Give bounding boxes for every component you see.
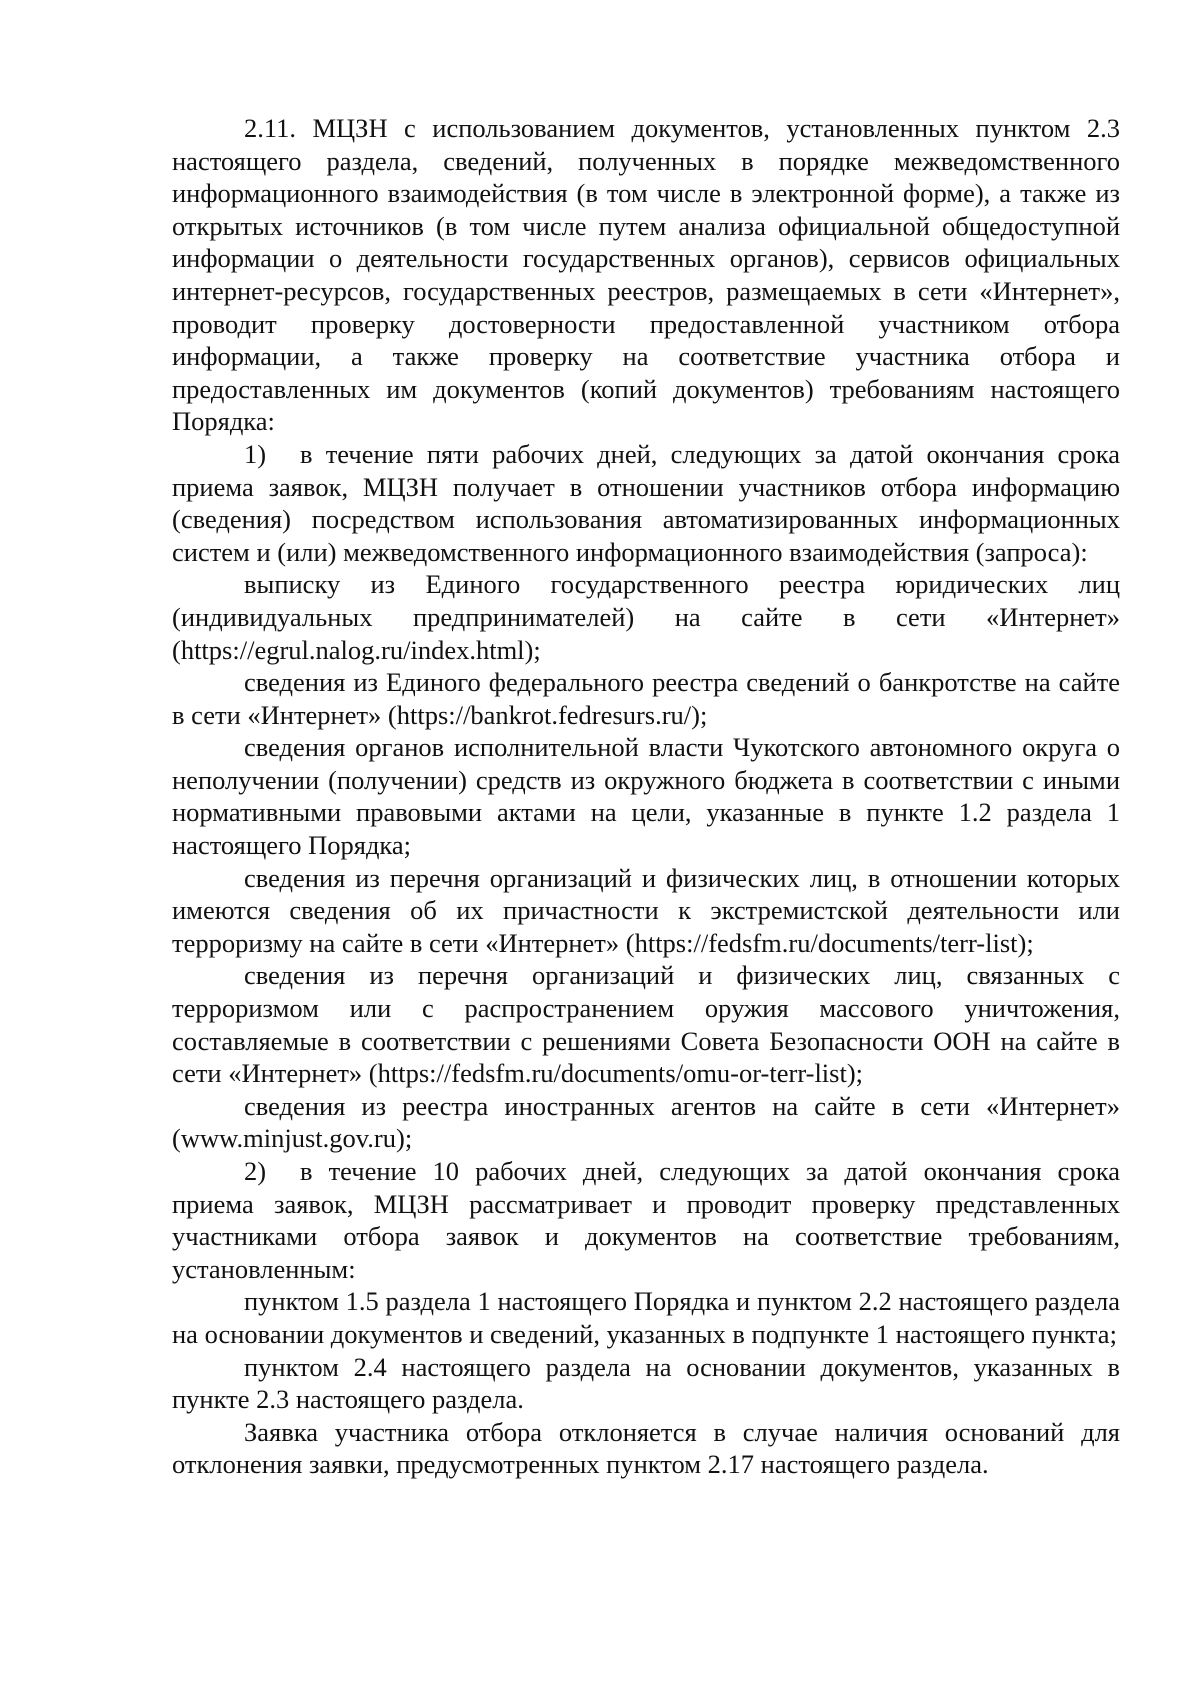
list-marker: 1) — [244, 438, 267, 469]
paragraph-foreign-agents: сведения из реестра иностранных агентов на сайте в сети «Интернет» (www.minjust.gov.ru); — [172, 1090, 1120, 1154]
list-item-text: в течение 10 рабочих дней, следующих за датой окончания срока приема заявок, МЦЗН рассматривает и проводит проверку представленных участниками отбора заявок и документов на соответствие требованиям, установленным: — [172, 1156, 1120, 1284]
list-marker: 2) — [244, 1156, 267, 1186]
paragraph-bankrot: сведения из Единого федерального реестра сведений о банкротстве на сайте в сети «Интернет» (https://bankrot.fedresurs.ru/); — [172, 667, 1120, 730]
list-item-2 — [172, 1155, 1120, 1285]
paragraph-omu-list: сведения из перечня организаций и физических лиц, связанных с терроризмом или с распространением оружия массового уничтожения, составляемые в соответствии с решениями Совета Безопасности ООН на сайте в сети «Интернет» (https://fedsfm.ru/documents/omu-or-terr-list); — [172, 960, 1120, 1089]
document-body — [172, 112, 1120, 1481]
paragraph-2-4: пунктом 2.4 настоящего раздела на основании документов, указанных в пункте 2.3 настоящего раздела. — [172, 1351, 1120, 1415]
paragraph-egrul: выписку из Единого государственного реестра юридических лиц (индивидуальных предпринимателей) на сайте в сети «Интернет» (https://egrul.nalog.ru/index.html); — [172, 569, 1120, 665]
paragraph-rejection: Заявка участника отбора отклоняется в случае наличия оснований для отклонения заявки, предусмотренных пунктом 2.17 настоящего раздела. — [172, 1416, 1120, 1480]
list-item-1 — [172, 438, 1120, 568]
paragraph-2-11: 2.11. МЦЗН с использованием документов, установленных пунктом 2.3 настоящего раздела, сведений, полученных в порядке межведомственного информационного взаимодействия (в том числе в электронной форме), а также из открытых источников (в том числе путем анализа официальной общедоступной информации о деятельности государственных органов), сервисов официальных интернет-ресурсов, государственных реестров, размещаемых в сети «Интернет», проводит проверку достоверности предоставленной участником отбора информации, а также проверку на соответствие участника отбора и предоставленных им документов (копий документов) требованиям настоящего Порядка: — [172, 113, 1120, 437]
paragraph-1-5: пунктом 1.5 раздела 1 настоящего Порядка и пунктом 2.2 настоящего раздела на основании документов и сведений, указанных в подпункте 1 настоящего пункта; — [172, 1286, 1120, 1349]
paragraph-terr-list: сведения из перечня организаций и физических лиц, в отношении которых имеются сведения об их причастности к экстремистской деятельности или терроризму на сайте в сети «Интернет» (https://fedsfm.ru/documents/terr-list); — [172, 862, 1120, 958]
list-item-text: в течение пяти рабочих дней, следующих за датой окончания срока приема заявок, МЦЗН получает в отношении участников отбора информацию (сведения) посредством использования автоматизированных информационных систем и (или) межведомственного информационного взаимодействия (запроса): — [172, 438, 1120, 567]
paragraph-chukotka: сведения органов исполнительной власти Чукотского автономного округа о неполучении (получении) средств из окружного бюджета в соответствии с иными нормативными правовыми актами на цели, указанные в пункте 1.2 раздела 1 настоящего Порядка; — [172, 732, 1120, 861]
